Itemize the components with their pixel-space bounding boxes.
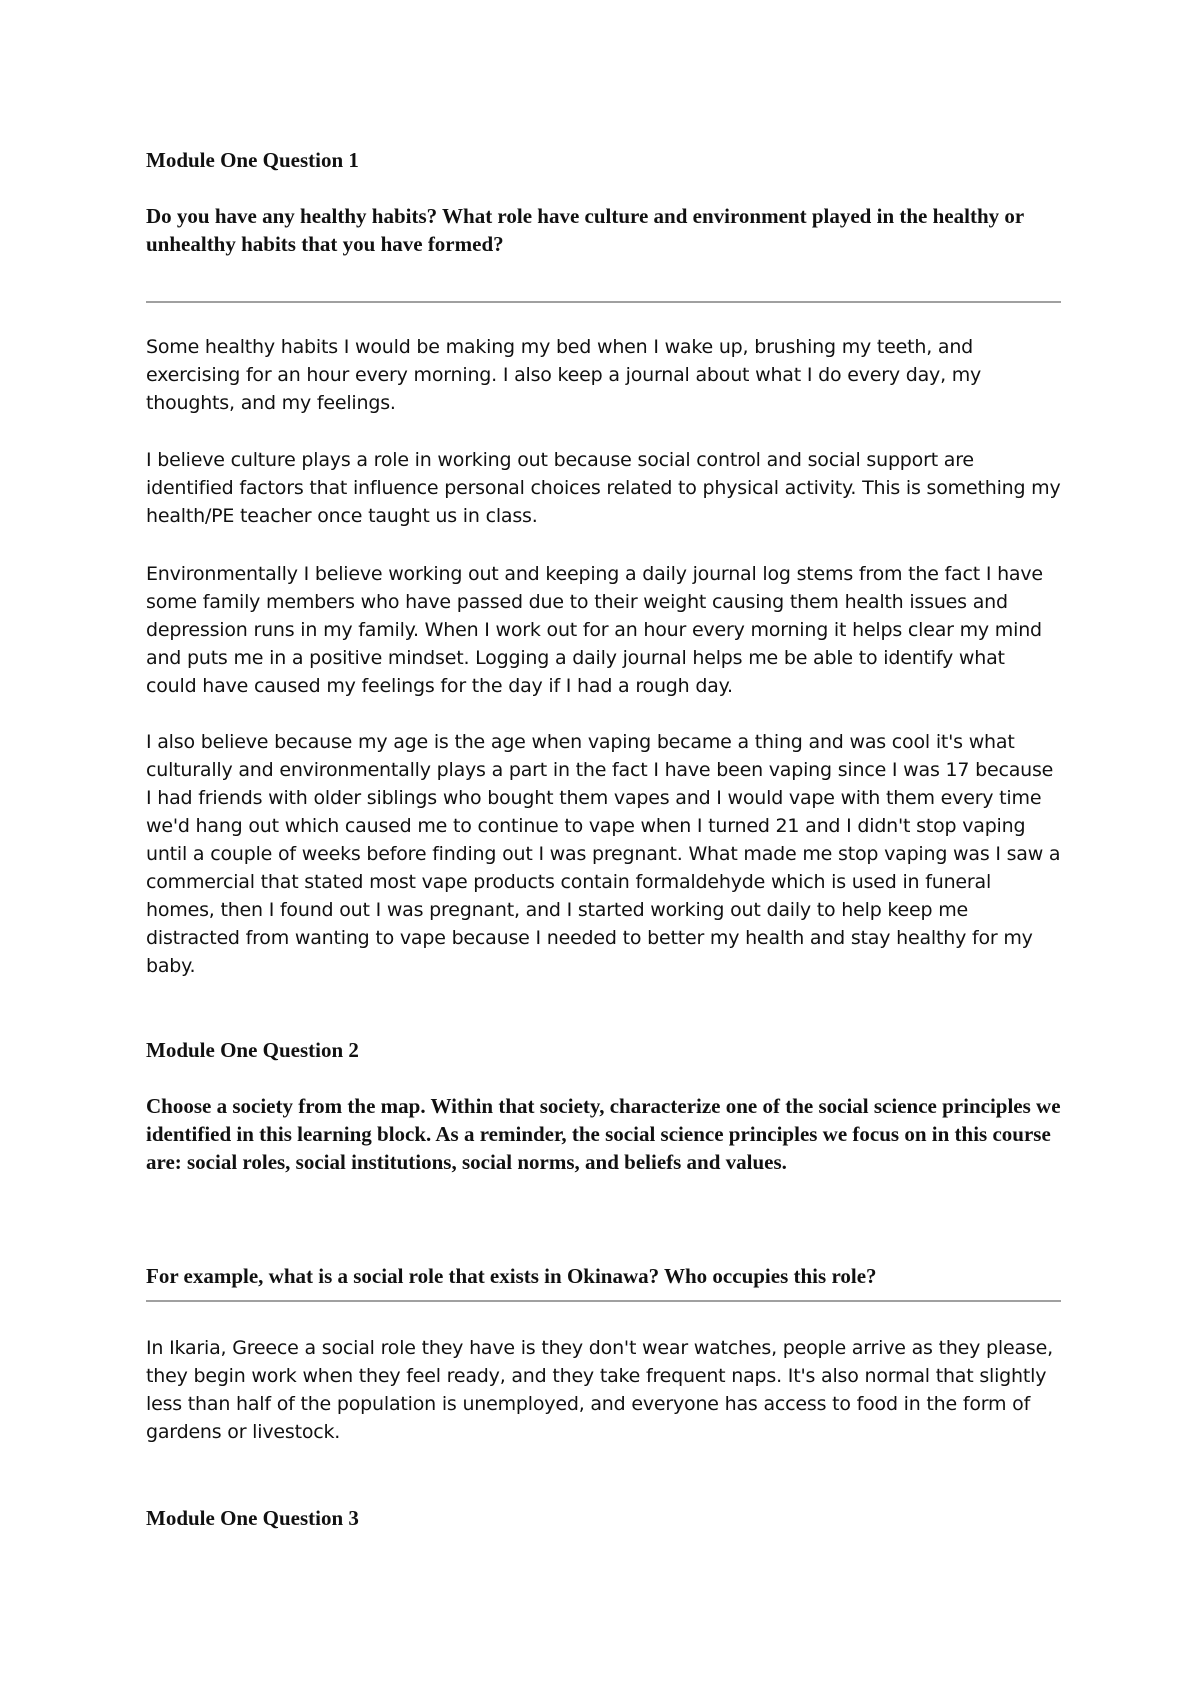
q2-prompt: Choose a society from the map. Within that society, characterize one of the social science principles we identified in this learning block. As a reminder, the social science principles we focus on in this course are: social roles, social institutions, social norms, and beliefs and values. <box>146 1094 1061 1174</box>
q1-heading: Module One Question 1 <box>146 148 359 172</box>
q1-prompt: Do you have any healthy habits? What role have culture and environment played in the healthy or unhealthy habits that you have formed? <box>146 204 1024 256</box>
q3-heading: Module One Question 3 <box>146 1506 359 1530</box>
q1-divider <box>146 301 1061 303</box>
q2-heading: Module One Question 2 <box>146 1038 359 1062</box>
q1-answer-paragraph-3: Environmentally I believe working out and keeping a daily journal log stems from the fact I have some family members who have passed due to their weight causing them health issues and depression runs in my family. When I work out for an hour every morning it helps clear my mind and puts me in a positive mindset. Logging a daily journal helps me be able to identify what could have caused my feelings for the day if I had a rough day. <box>146 563 1043 697</box>
q1-answer-paragraph-4: I also believe because my age is the age when vaping became a thing and was cool it's what culturally and environmentally plays a part in the fact I have been vaping since I was 17 because I had friends with older siblings who bought them vapes and I would vape with them every time we'd hang out which caused me to continue to vape when I turned 21 and I didn't stop vaping until a couple of weeks before finding out I was pregnant. What made me stop vaping was I saw a commercial that stated most vape products contain formaldehyde which is used in funeral homes, then I found out I was pregnant, and I started working out daily to help keep me distracted from wanting to vape because I needed to better my health and stay healthy for my baby. <box>146 731 1061 977</box>
q2-example: For example, what is a social role that exists in Okinawa? Who occupies this role? <box>146 1264 877 1288</box>
q1-answer-paragraph-1: Some healthy habits I would be making my bed when I wake up, brushing my teeth, and exercising for an hour every morning. I also keep a journal about what I do every day, my thoughts, and my feelings. <box>146 336 982 414</box>
q1-answer-paragraph-2: I believe culture plays a role in working out because social control and social support are identified factors that influence personal choices related to physical activity. This is something my health/PE teacher once taught us in class. <box>146 449 1061 527</box>
q2-divider <box>146 1300 1061 1302</box>
q2-answer: In Ikaria, Greece a social role they have is they don't wear watches, people arrive as they please, they begin work when they feel ready, and they take frequent naps. It's also normal that slightly less than half of the population is unemployed, and everyone has access to food in the form of gardens or livestock. <box>146 1337 1053 1443</box>
